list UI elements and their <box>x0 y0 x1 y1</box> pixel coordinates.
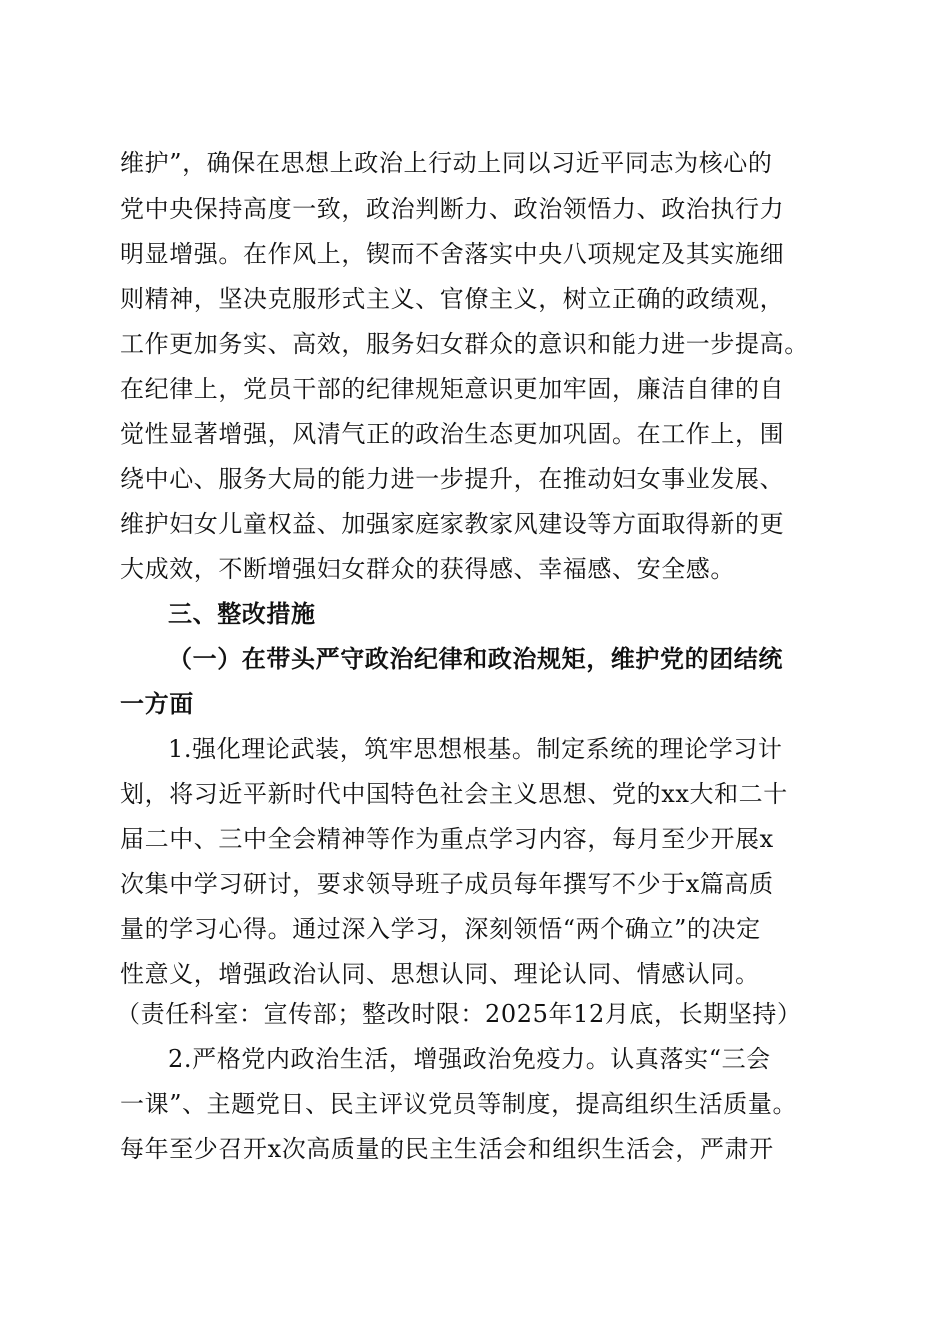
body-text-line: 一课”、主题党日、民主评议党员等制度，提高组织生活质量。 <box>120 1090 798 1118</box>
body-text-line: 次集中学习研讨，要求领导班子成员每年撰写不少于x篇高质 <box>120 870 774 898</box>
body-text-line: 绕中心、服务大局的能力进一步提升，在推动妇女事业发展、 <box>120 465 785 493</box>
body-text-line: 量的学习心得。通过深入学习，深刻领悟“两个确立”的决定 <box>120 915 761 943</box>
body-text-line: 划，将习近平新时代中国特色社会主义思想、党的xx大和二十 <box>120 780 788 808</box>
section-heading: 三、整改措施 <box>168 600 316 628</box>
body-text-line: 在纪律上，党员干部的纪律规矩意识更加牢固，廉洁自律的自 <box>120 375 785 403</box>
body-text-line: 1.强化理论武装，筑牢思想根基。制定系统的理论学习计 <box>168 735 783 763</box>
body-text-line: 明显增强。在作风上，锲而不舍落实中央八项规定及其实施细 <box>120 240 785 268</box>
body-text-line: 2.严格党内政治生活，增强政治免疫力。认真落实“三会 <box>168 1045 771 1073</box>
body-text-line: 届二中、三中全会精神等作为重点学习内容，每月至少开展x <box>120 825 774 853</box>
body-text-line: 维护妇女儿童权益、加强家庭家教家风建设等方面取得新的更 <box>120 510 785 538</box>
subsection-heading-continued: 一方面 <box>120 689 194 718</box>
subsection-heading: （一）在带头严守政治纪律和政治规矩，维护党的团结统 <box>168 644 783 673</box>
body-text-line: 每年至少召开x次高质量的民主生活会和组织生活会，严肃开 <box>120 1135 774 1163</box>
body-text-line: 维护”，确保在思想上政治上行动上同以习近平同志为核心的 <box>120 149 773 177</box>
body-text-line: 觉性显著增强，风清气正的政治生态更加巩固。在工作上，围 <box>120 420 785 448</box>
body-text-line: 性意义，增强政治认同、思想认同、理论认同、情感认同。 <box>120 960 760 988</box>
body-text-line: 则精神，坚决克服形式主义、官僚主义，树立正确的政绩观， <box>120 285 785 313</box>
body-text-line: 党中央保持高度一致，政治判断力、政治领悟力、政治执行力 <box>120 195 785 223</box>
body-text-line: 大成效，不断增强妇女群众的获得感、幸福感、安全感。 <box>120 555 735 583</box>
responsibility-note: （责任科室：宣传部；整改时限：2025年12月底，长期坚持） <box>116 1000 802 1028</box>
body-text-line: 工作更加务实、高效，服务妇女群众的意识和能力进一步提高。 <box>120 330 809 358</box>
